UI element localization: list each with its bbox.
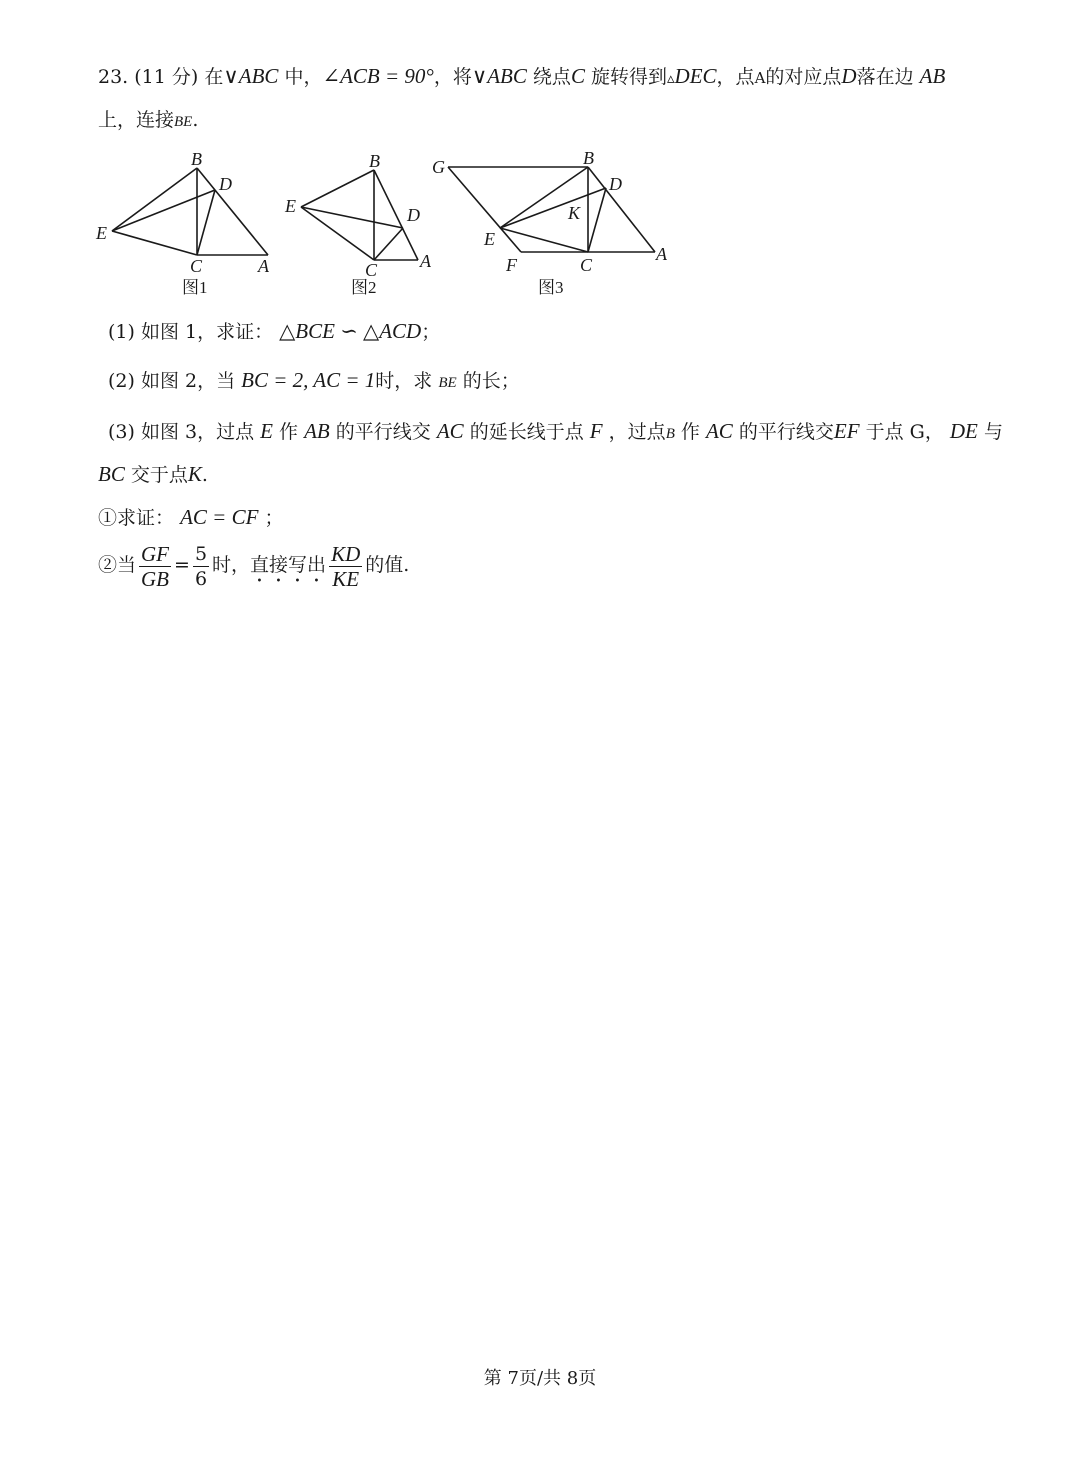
fig3-label-e: E bbox=[484, 229, 495, 249]
part-3-line-1: (3) 如图 3，过点 E 作 AB 的平行线交 AC 的延长线于点 F ，过点B 作 AC 的平行线交EF 于点 G， DE 与 bbox=[108, 419, 1003, 443]
fig3-label-k: K bbox=[568, 203, 581, 223]
problem-number: 23. bbox=[98, 66, 129, 88]
given-values: BC = 2, AC = 1 bbox=[241, 368, 376, 392]
figures-area bbox=[0, 140, 1080, 450]
fig2-label-b: B bbox=[369, 151, 380, 171]
fraction-kd-ke: $\frac{KD}{KE}$ bbox=[331, 541, 361, 591]
fig2-label-c: C bbox=[365, 260, 378, 280]
fig1-label-c: C bbox=[190, 256, 203, 276]
fig3-label-a: A bbox=[656, 244, 667, 264]
problem-intro-line-1: 23. (11 分) 在∨ABC 中，∠ACB = 90°，将∨ABC 绕点C 旋转得到▵DEC，点A的对应点D落在边 AB bbox=[98, 64, 946, 88]
fig2-caption: 图2 bbox=[351, 278, 377, 297]
fraction-gf-gb: $\frac{GF}{GB}$ bbox=[141, 541, 170, 591]
fig1-label-a: A bbox=[258, 256, 269, 276]
fig1-label-d: D bbox=[219, 174, 232, 194]
part-2: (2) 如图 2，当 BC = 2, AC = 1时，求 BE 的长； bbox=[108, 368, 520, 392]
triangle-abc: ABC bbox=[238, 64, 279, 88]
sub-question-2: ②当 $\frac{GF}{GB}$ = $\frac{5}{6}$ 时，直接写出 $\frac{KD}{KE}$ 的值. bbox=[98, 541, 410, 591]
fig1-label-b: B bbox=[191, 149, 202, 169]
fig1-label-e: E bbox=[96, 223, 107, 243]
fig2-label-d: D bbox=[407, 205, 420, 225]
fig3-label-b: B bbox=[583, 148, 594, 168]
triangle-dec: DEC bbox=[674, 64, 717, 88]
figure-1 bbox=[112, 168, 268, 255]
fig3-label-d: D bbox=[609, 174, 622, 194]
page-footer: 第 7页/共 8页 bbox=[483, 1368, 597, 1389]
part-3-line-2: BC 交于点K. bbox=[98, 462, 208, 486]
figure-2 bbox=[301, 170, 418, 260]
fig3-caption: 图3 bbox=[538, 278, 564, 297]
angle-acb: ∠ACB = 90° bbox=[322, 64, 434, 88]
fig1-caption: 图1 bbox=[182, 278, 208, 297]
fig2-label-a: A bbox=[420, 251, 431, 271]
fig2-label-e: E bbox=[285, 196, 296, 216]
fig3-label-c: C bbox=[580, 255, 593, 275]
similarity-expr: △BCE ∽ △ACD bbox=[279, 319, 422, 343]
problem-score: (11 分) bbox=[134, 66, 199, 88]
figure-3 bbox=[448, 167, 655, 252]
fig3-label-f: F bbox=[506, 255, 517, 275]
fraction-5-6: $\frac{5}{6}$ bbox=[194, 542, 208, 590]
problem-intro-line-2: 上，连接BE. bbox=[98, 109, 199, 131]
part-1: (1) 如图 1，求证： △BCE ∽ △ACD； bbox=[108, 319, 441, 343]
equality-expr: AC = CF bbox=[180, 505, 259, 529]
sub-question-1: ①求证： AC = CF ； bbox=[98, 505, 284, 529]
emphasized-text: 直接写出 bbox=[250, 554, 327, 576]
fig3-label-g: G bbox=[432, 157, 445, 177]
